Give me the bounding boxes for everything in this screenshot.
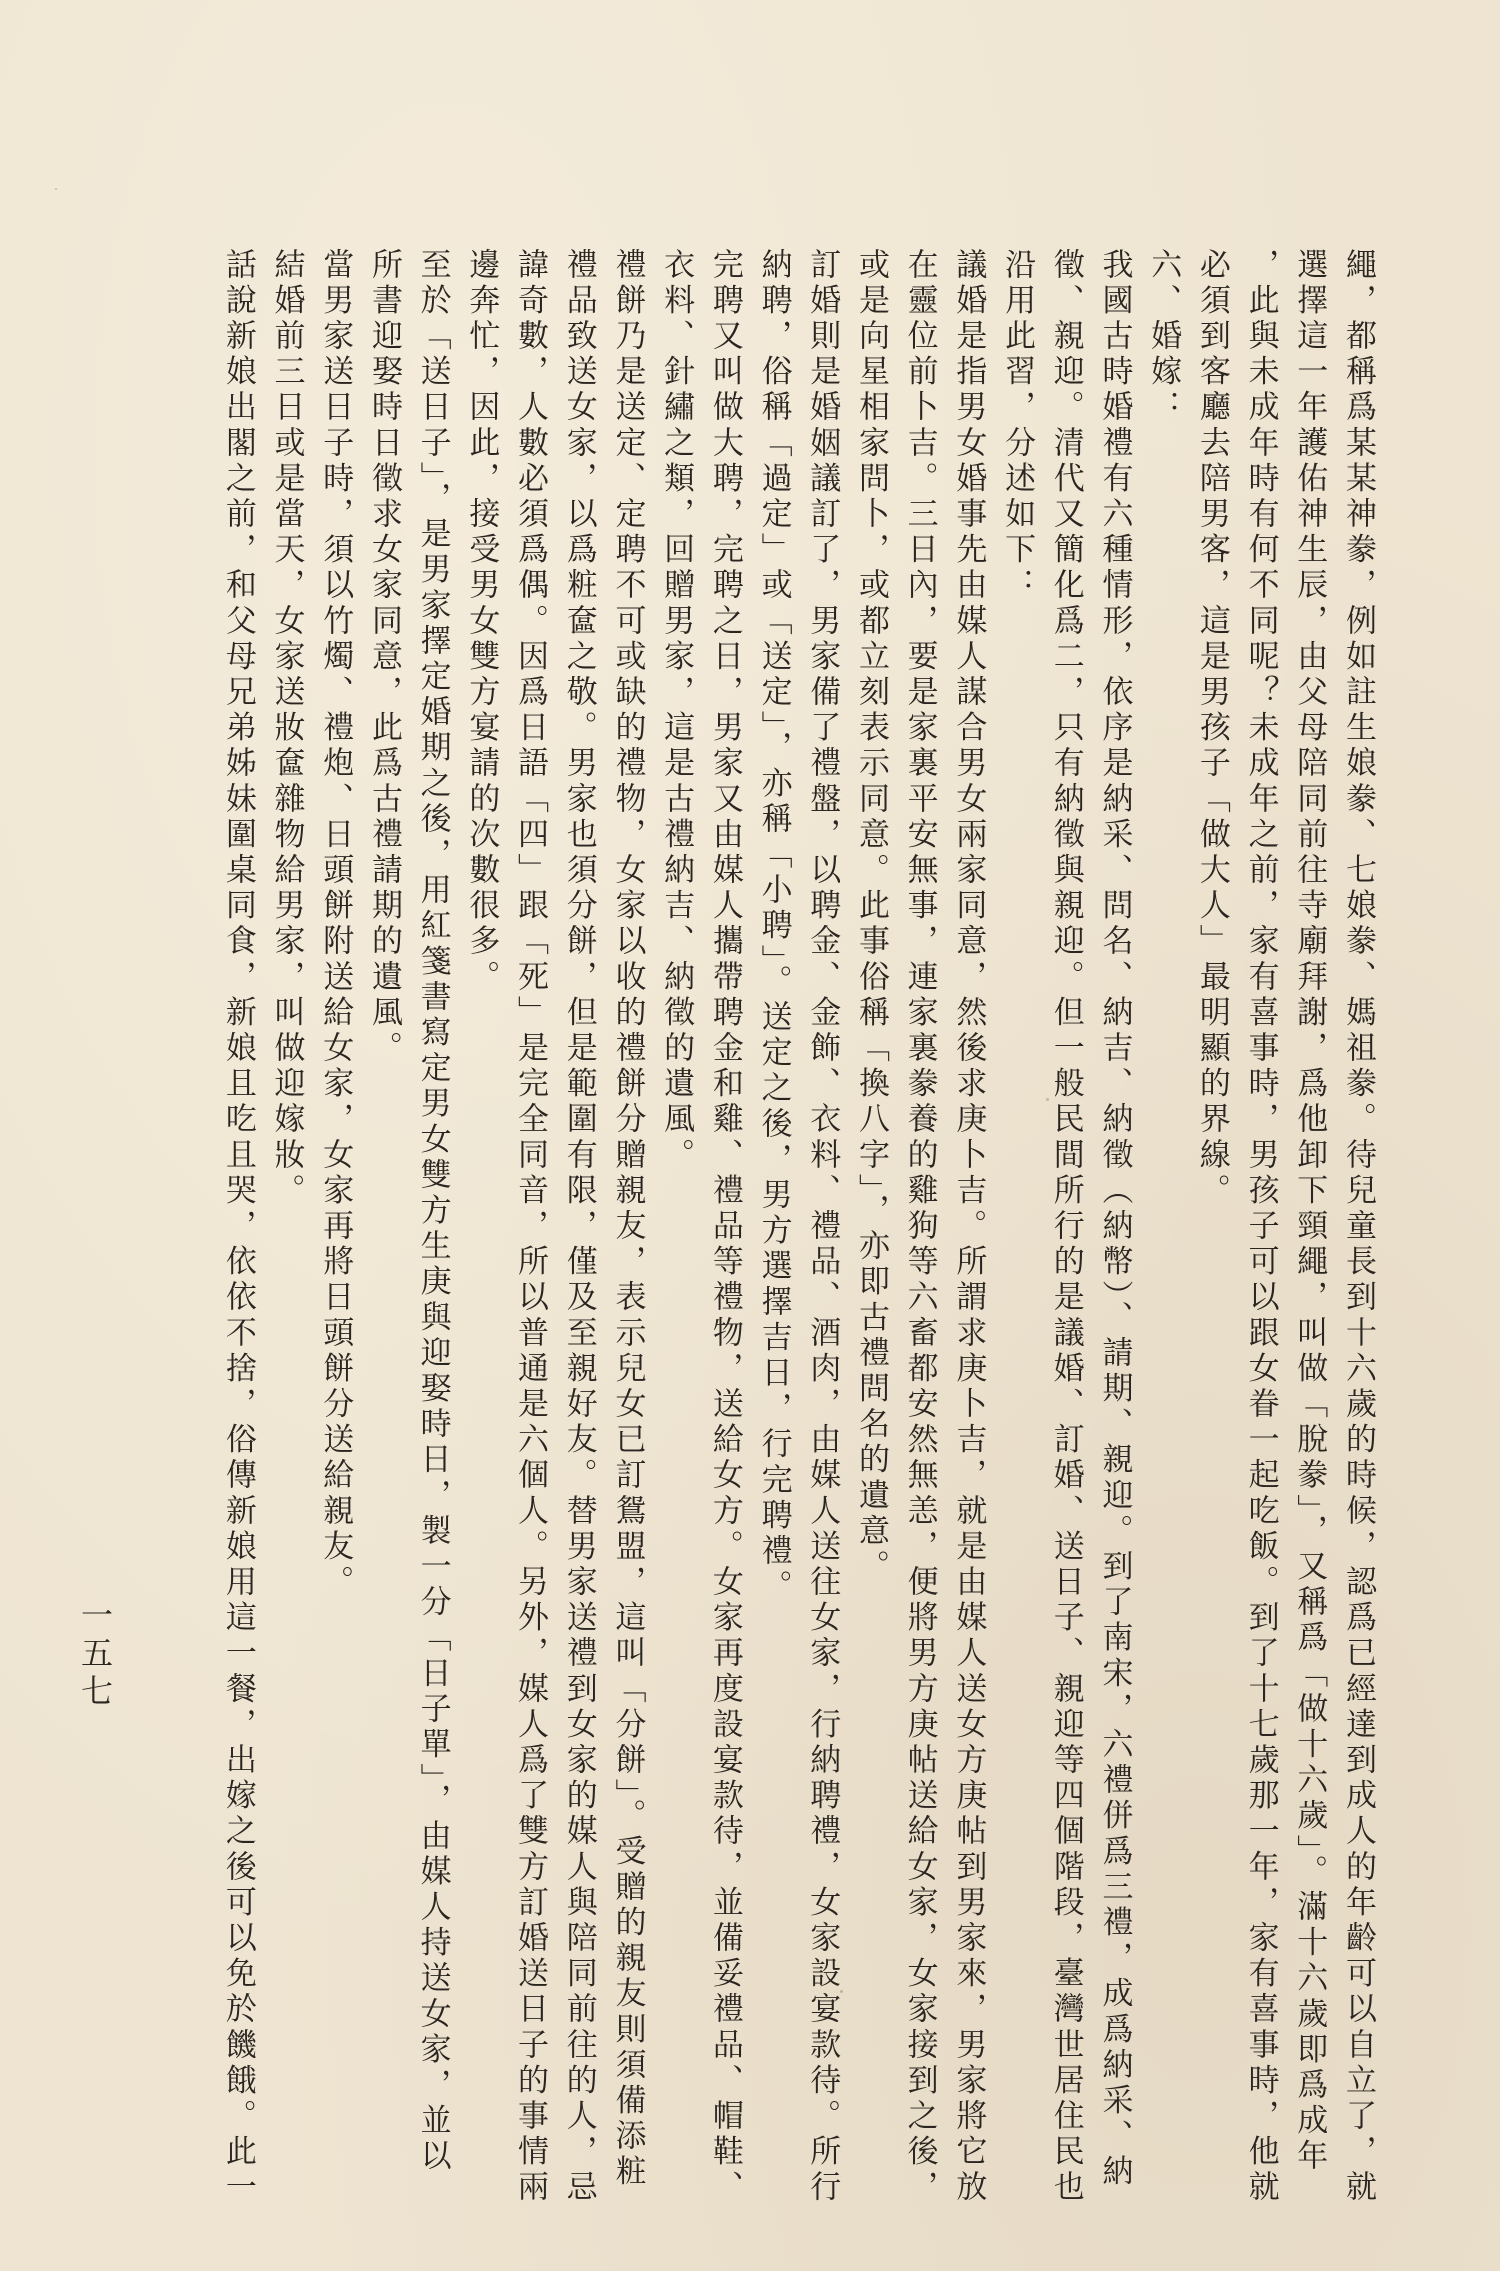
text-column: 必須到客廳去陪男客，這是男孩子「做大人」最明顯的界線。 — [1193, 248, 1230, 1210]
paper-speck — [1046, 1098, 1049, 1101]
text-column: 選擇這一年護佑神生辰，由父母陪同前往寺廟拜謝，爲他卸下頸繩，叫做「脫豢」，又稱爲「做十六歲」。滿十六歲即爲成年 — [1291, 248, 1328, 2175]
text-column: 在靈位前卜吉。三日內，要是家裏平安無事，連家裏豢養的雞狗等六畜都安然無恙，便將男方庚帖送給女家，女家接到之後， — [901, 248, 938, 2206]
text-column: 我國古時婚禮有六種情形，依序是納采、問名、納吉、納徵（納幣）、請期、親迎。到了南宋，六禮併爲三禮，成爲納采、納 — [1096, 248, 1133, 2191]
paper-speck — [55, 188, 57, 190]
body-text — [102, 248, 1382, 2206]
text-column: 話說新娘出閣之前，和父母兄弟姊妹圍桌同食，新娘且吃且哭，依依不捨，俗傳新娘用這一餐，出嫁之後可以免於饑餓。此一 — [219, 248, 256, 2206]
text-column: 至於「送日子」，是男家擇定婚期之後，用紅箋書寫定男女雙方生庚與迎娶時日，製一分「日子單」，由媒人持送女家，並以 — [414, 248, 451, 2175]
text-column: 訂婚則是婚姻議訂了，男家備了禮盤，以聘金、金飾、衣料、禮品、酒肉，由媒人送往女家，行納聘禮，女家設宴款待。所行 — [804, 248, 841, 2206]
text-column: 議婚是指男女婚事先由媒人謀合男女兩家同意，然後求庚卜吉。所謂求庚卜吉，就是由媒人送女方庚帖到男家來，男家將它放 — [950, 248, 987, 2206]
section-heading: 六、婚嫁： — [1145, 248, 1182, 426]
text-column: 當男家送日子時，須以竹燭、禮炮、日頭餅附送給女家，女家再將日頭餅分送給親友。 — [317, 248, 354, 1601]
page-number: 一五七 — [76, 1598, 114, 1712]
text-column: 諱奇數，人數必須爲偶。因爲日語「四」跟「死」是完全同音，所以普通是六個人。另外，媒人爲了雙方訂婚送日子的事情兩 — [512, 248, 549, 2206]
text-column: ，此與未成年時有何不同呢？未成年之前，家有喜事時，男孩子可以跟女眷一起吃飯。到了十七歲那一年，家有喜事時，他就 — [1242, 248, 1279, 2206]
text-column: 或是向星相家問卜，或都立刻表示同意。此事俗稱「換八字」，亦即古禮問名的遺意。 — [852, 248, 889, 1586]
paper-speck — [840, 1990, 843, 1993]
text-column: 衣料、針繡之類，回贈男家，這是古禮納吉、納徵的遺風。 — [658, 248, 695, 1174]
text-column: 結婚前三日或是當天，女家送妝奩雜物給男家，叫做迎嫁妝。 — [268, 248, 305, 1210]
text-column: 沿用此習，分述如下： — [999, 248, 1036, 604]
text-column: 邊奔忙，因此，接受男女雙方宴請的次數很多。 — [463, 248, 500, 996]
text-column: 所書迎娶時日徵求女家同意，此爲古禮請期的遺風。 — [365, 248, 402, 1067]
text-column: 納聘，俗稱「過定」或「送定」，亦稱「小聘」。送定之後，男方選擇吉日，行完聘禮。 — [755, 248, 792, 1606]
text-column: 禮餅乃是送定、定聘不可或缺的禮物，女家以收的禮餅分贈親友，表示兒女已訂鴛盟，這叫「分餅」。受贈的親友則須備添粧 — [609, 248, 646, 2191]
text-column: 徵、親迎。清代又簡化爲二，只有納徵與親迎。但一般民間所行的是議婚、訂婚、送日子、親迎等四個階段，臺灣世居住民也 — [1047, 248, 1084, 2206]
text-column: 繩，都稱爲某某神豢，例如註生娘豢、七娘豢、媽祖豢。待兒童長到十六歲的時候，認爲已經達到成人的年齡可以自立了，就 — [1340, 248, 1376, 2206]
text-column: 完聘又叫做大聘，完聘之日，男家又由媒人攜帶聘金和雞、禮品等禮物，送給女方。女家再度設宴款待，並備妥禮品、帽鞋、 — [706, 248, 743, 2206]
text-column: 禮品致送女家，以爲粧奩之敬。男家也須分餅，但是範圍有限，僅及至親好友。替男家送禮到女家的媒人與陪同前往的人，忌 — [560, 248, 597, 2206]
